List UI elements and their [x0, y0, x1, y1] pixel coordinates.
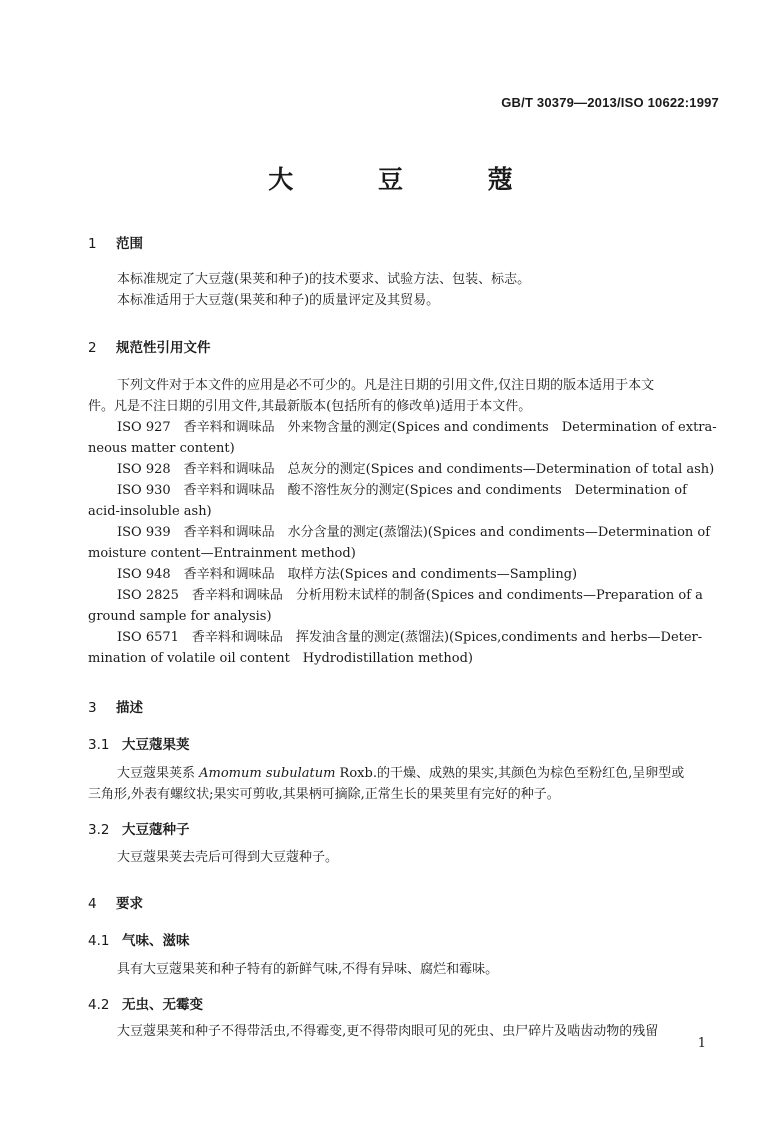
- reference-item: ISO 2825 香辛料和调味品 分析用粉末试样的制备(Spices and condiments—Preparation of a: [117, 588, 703, 603]
- paragraph: 具有大豆蔻果荚和种子特有的新鲜气味,不得有异味、腐烂和霉味。: [117, 962, 499, 977]
- section-number: 2: [88, 340, 97, 356]
- paragraph: 三角形,外表有螺纹状;果实可剪收,其果柄可摘除,正常生长的果荚里有完好的种子。: [88, 787, 560, 802]
- reference-item-continuation: neous matter content): [88, 441, 235, 456]
- reference-item-continuation: moisture content—Entrainment method): [88, 546, 356, 561]
- subsection-number: 4.2: [88, 997, 110, 1013]
- subsection-title: 气味、滋味: [122, 933, 190, 949]
- section-3-heading: [88, 696, 143, 716]
- page-number: 1: [697, 1036, 706, 1051]
- paragraph: 大豆蔻果荚和种子不得带活虫,不得霉变,更不得带肉眼可见的死虫、虫尸碎片及啮齿动物的残留: [117, 1024, 659, 1039]
- section-title: 要求: [116, 896, 143, 912]
- reference-item-continuation: acid-insoluble ash): [88, 504, 212, 519]
- section-2-heading: [88, 336, 211, 356]
- section-number: 3: [88, 700, 97, 716]
- reference-item: ISO 928 香辛料和调味品 总灰分的测定(Spices and condiments—Determination of total ash): [117, 462, 715, 477]
- section-title: 描述: [116, 700, 143, 716]
- section-title: 规范性引用文件: [116, 340, 211, 356]
- subsection-title: 大豆蔻种子: [122, 822, 190, 838]
- section-title: 范围: [116, 236, 143, 252]
- reference-item: ISO 927 香辛料和调味品 外来物含量的测定(Spices and condiments Determination of extra-: [117, 420, 717, 435]
- subsection-3-1-heading: [88, 733, 190, 753]
- subsection-number: 3.1: [88, 737, 110, 753]
- paragraph: 件。凡是不注日期的引用文件,其最新版本(包括所有的修改单)适用于本文件。: [88, 399, 532, 414]
- reference-item: ISO 948 香辛料和调味品 取样方法(Spices and condiments—Sampling): [117, 567, 578, 582]
- paragraph: [117, 764, 684, 785]
- reference-item: ISO 930 香辛料和调味品 酸不溶性灰分的测定(Spices and condiments Determination of: [117, 483, 687, 498]
- subsection-title: 无虫、无霉变: [122, 997, 203, 1013]
- subsection-3-2-heading: [88, 818, 190, 838]
- section-number: 4: [88, 896, 97, 912]
- latin-species-name: Amomum subulatum: [199, 766, 336, 781]
- paragraph: 本标准规定了大豆蔻(果荚和种子)的技术要求、试验方法、包装、标志。: [117, 272, 531, 287]
- section-number: 1: [88, 236, 97, 252]
- paragraph-text: 大豆蔻果荚系: [117, 766, 200, 781]
- reference-item-continuation: mination of volatile oil content Hydrodistillation method): [88, 651, 473, 666]
- paragraph-text: Roxb.的干燥、成熟的果实,其颜色为棕色至粉红色,呈卵型或: [335, 766, 685, 781]
- subsection-number: 3.2: [88, 822, 110, 838]
- subsection-number: 4.1: [88, 933, 110, 949]
- document-title: 大 豆 蔻: [268, 165, 551, 194]
- reference-item: ISO 6571 香辛料和调味品 挥发油含量的测定(蒸馏法)(Spices,condiments and herbs—Deter-: [117, 630, 703, 645]
- subsection-title: 大豆蔻果荚: [122, 737, 190, 753]
- reference-item-continuation: ground sample for analysis): [88, 609, 272, 624]
- paragraph: 大豆蔻果荚去壳后可得到大豆蔻种子。: [117, 850, 339, 865]
- paragraph: 下列文件对于本文件的应用是必不可少的。凡是注日期的引用文件,仅注日期的版本适用于本文: [117, 378, 655, 393]
- section-1-heading: [88, 232, 143, 252]
- section-4-heading: [88, 892, 143, 912]
- subsection-4-2-heading: [88, 993, 203, 1013]
- standard-code: GB/T 30379—2013/ISO 10622:1997: [501, 95, 719, 110]
- reference-item: ISO 939 香辛料和调味品 水分含量的测定(蒸馏法)(Spices and condiments—Determination of: [117, 525, 711, 540]
- subsection-4-1-heading: [88, 929, 190, 949]
- paragraph: 本标准适用于大豆蔻(果荚和种子)的质量评定及其贸易。: [117, 293, 440, 308]
